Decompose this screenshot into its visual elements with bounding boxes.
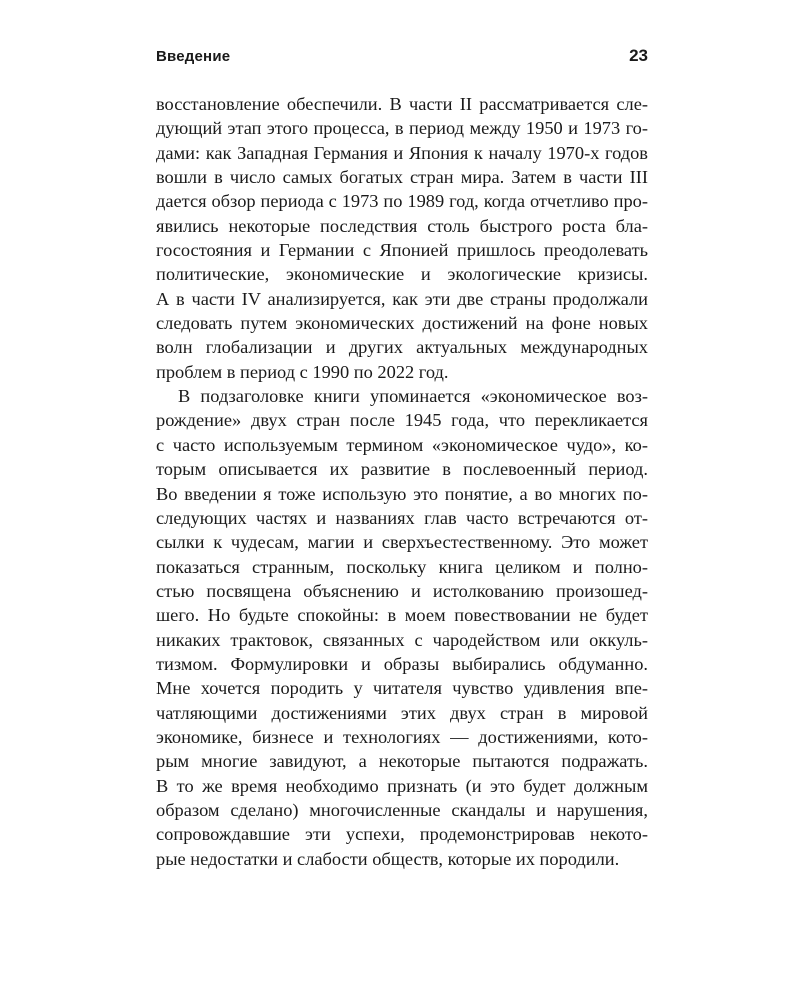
text-line: следующих частях и названиях глав часто встречаются от- bbox=[156, 507, 648, 528]
text-line: образом сделано) многочисленные скандалы и нарушения, bbox=[156, 799, 648, 820]
paragraph bbox=[156, 92, 648, 384]
page-number: 23 bbox=[629, 46, 648, 65]
text-line: явились некоторые последствия столь быстрого роста бла- bbox=[156, 215, 648, 236]
text-line: рые недостатки и слабости обществ, которые их породили. bbox=[156, 848, 620, 869]
text-line: показаться странным, поскольку книга целиком и полно- bbox=[156, 556, 648, 577]
page-header bbox=[156, 44, 648, 70]
text-line: сопровождавшие эти успехи, продемонстрировав некото- bbox=[156, 824, 648, 845]
body-text bbox=[156, 92, 648, 871]
text-line: дующий этап этого процесса, в период между 1950 и 1973 го- bbox=[156, 118, 648, 139]
text-line: политические, экономические и экологические кризисы. bbox=[156, 264, 648, 285]
text-line: экономике, бизнесе и технологиях — достижениями, кото- bbox=[156, 726, 648, 747]
text-line: дами: как Западная Германия и Япония к началу 1970-х годов bbox=[156, 142, 648, 163]
text-line: никаких трактовок, связанных с чародейством или оккуль- bbox=[156, 629, 648, 650]
text-line: рым многие завидуют, а некоторые пытаются подражать. bbox=[156, 751, 648, 772]
text-line: торым описывается их развитие в послевоенный период. bbox=[156, 459, 648, 480]
text-line: вошли в число самых богатых стран мира. Затем в части III bbox=[156, 167, 648, 188]
paragraph bbox=[156, 384, 648, 871]
text-line: В подзаголовке книги упоминается «экономическое воз- bbox=[178, 386, 648, 407]
text-line: дается обзор периода с 1973 по 1989 год, когда отчетливо про- bbox=[156, 191, 648, 212]
text-line: с часто используемым термином «экономическое чудо», ко- bbox=[156, 434, 648, 455]
text-line: проблем в период с 1990 по 2022 год. bbox=[156, 361, 449, 382]
text-line: Во введении я тоже использую это понятие, а во многих по- bbox=[156, 483, 648, 504]
text-line: сылки к чудесам, магии и сверхъестественному. Это может bbox=[156, 532, 648, 553]
text-line: стью посвящена объяснению и истолкованию произошед- bbox=[156, 580, 648, 601]
text-line: следовать путем экономических достижений на фоне новых bbox=[156, 313, 648, 334]
text-line: волн глобализации и других актуальных международных bbox=[156, 337, 648, 358]
text-line: А в части IV анализируется, как эти две страны продолжали bbox=[156, 288, 648, 309]
text-line: рождение» двух стран после 1945 года, что перекликается bbox=[156, 410, 648, 431]
running-head: Введение bbox=[156, 48, 231, 65]
text-line: В то же время необходимо признать (и это будет должным bbox=[156, 775, 648, 796]
text-line: госостояния и Германии с Японией пришлось преодолевать bbox=[156, 240, 648, 261]
text-line: шего. Но будьте спокойны: в моем повествовании не будет bbox=[156, 605, 648, 626]
text-line: восстановление обеспечили. В части II рассматривается сле- bbox=[156, 94, 648, 114]
text-line: тизмом. Формулировки и образы выбирались обдуманно. bbox=[156, 653, 648, 674]
text-line: Мне хочется породить у читателя чувство удивления впе- bbox=[156, 678, 648, 699]
text-line: чатляющими достижениями этих двух стран в мировой bbox=[156, 702, 648, 723]
